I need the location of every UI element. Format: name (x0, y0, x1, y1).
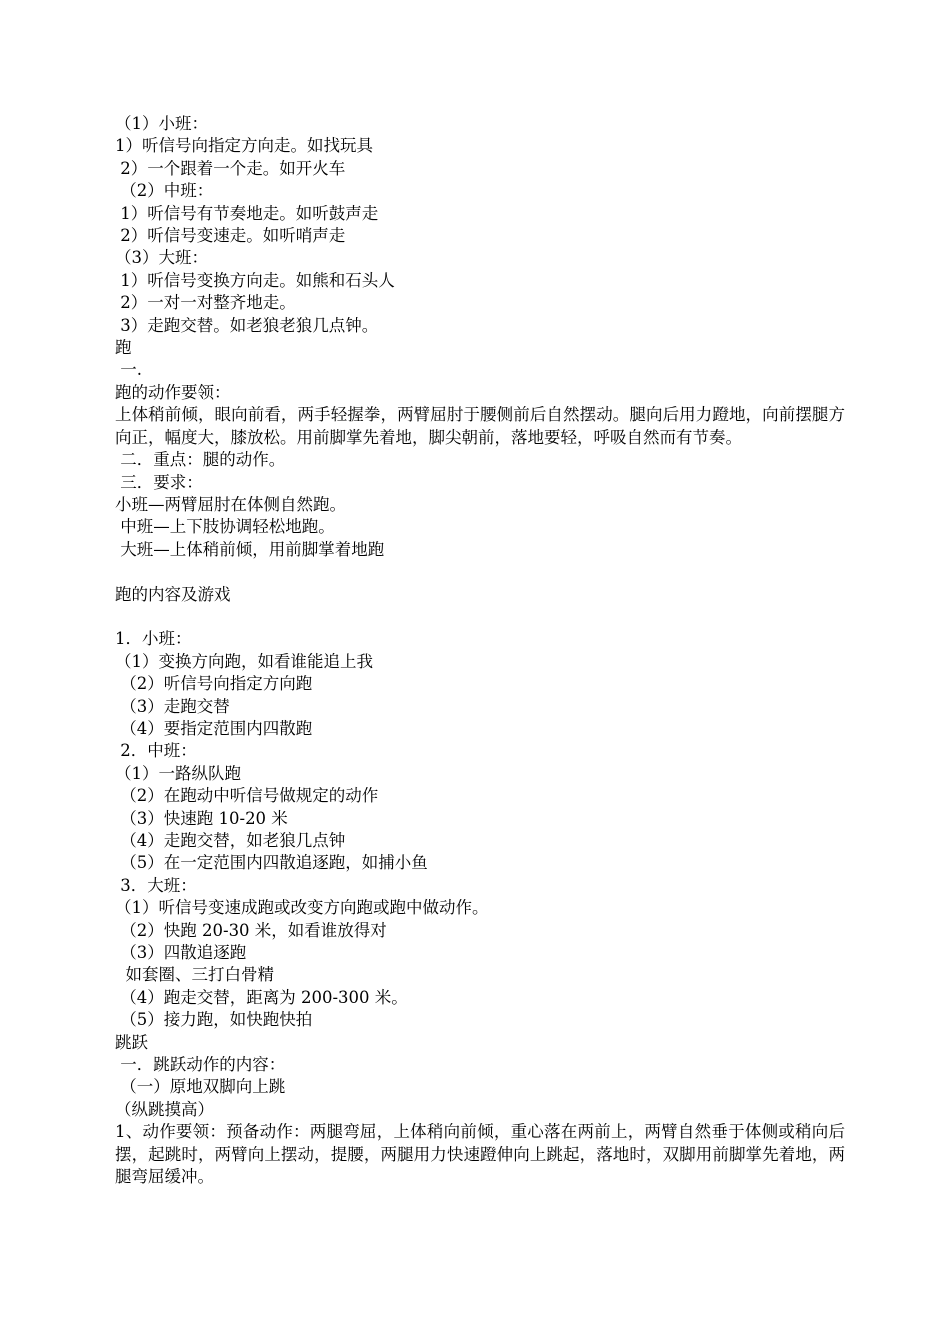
walk-large-item-2: 2）一对一对整齐地走。 (115, 293, 296, 313)
run-content-small-title: 1．小班： (115, 629, 192, 649)
run-content-middle-item-5: （5）在一定范围内四散追逐跑，如捕小鱼 (115, 853, 428, 873)
blank-line (115, 606, 845, 628)
run-content-large-item-3-example: 如套圈、三打白骨精 (115, 965, 274, 985)
run-content-large-item-5: （5）接力跑，如快跑快拍 (115, 1010, 313, 1030)
document-page (115, 113, 845, 1188)
run-content-small-item-3: （3）走跑交替 (115, 696, 230, 716)
run-content-large-item-2: （2）快跑 20-30 米，如看谁放得对 (115, 920, 387, 940)
walk-large-item-3: 3）走跑交替。如老狼老狼几点钟。 (115, 315, 379, 335)
run-content-large-item-4: （4）跑走交替，距离为 200-300 米。 (115, 987, 408, 1007)
run-requirements-title: 三．要求： (115, 472, 203, 492)
run-content-middle-item-4: （4）走跑交替，如老狼几点钟 (115, 830, 346, 850)
run-requirement-large: 大班—上体稍前倾，用前脚掌着地跑 (115, 539, 385, 559)
run-content-middle-item-3: （3）快速跑 10-20 米 (115, 808, 288, 828)
jump-item-1-subtitle: （纵跳摸高） (115, 1099, 214, 1119)
run-content-large-title: 3．大班： (115, 875, 197, 895)
walk-small-title: （1）小班： (115, 114, 208, 133)
run-content-middle-title: 2．中班： (115, 741, 197, 761)
run-essentials-title: 跑的动作要领： (115, 382, 231, 402)
run-content-small-item-4: （4）要指定范围内四散跑 (115, 718, 313, 738)
run-content-middle-item-1: （1）一路纵队跑 (115, 763, 241, 783)
run-requirement-small: 小班—两臂屈肘在体侧自然跑。 (115, 494, 346, 514)
jump-item-1-title: （一）原地双脚向上跳 (115, 1077, 286, 1097)
run-content-large-item-3: （3）四散追逐跑 (115, 943, 247, 962)
walk-middle-item-1: 1）听信号有节奏地走。如听鼓声走 (115, 203, 379, 223)
walk-small-item-2: 2）一个跟着一个走。如开火车 (115, 158, 346, 178)
jump-heading: 跳跃 (115, 1032, 148, 1052)
jump-item-1-essentials: 1、动作要领：预备动作：两腿弯屈，上体稍向前倾，重心落在两前上，两臂自然垂于体侧或稍向后摆，起跳时，两臂向上摆动，提腰，两腿用力快速蹬伸向上跳起，落地时，双脚用前脚掌先着地，两腿弯屈缓冲。 (115, 1122, 845, 1187)
run-heading: 跑 (115, 338, 132, 358)
run-section-1-number: 一. (115, 360, 142, 380)
run-content-large-item-1: （1）听信号变速成跑或改变方向跑或跑中做动作。 (115, 898, 489, 918)
run-content-title: 跑的内容及游戏 (115, 584, 231, 604)
walk-large-title: （3）大班： (115, 248, 208, 268)
run-key-point: 二．重点：腿的动作。 (115, 450, 286, 470)
run-content-small-item-2: （2）听信号向指定方向跑 (115, 674, 313, 694)
walk-middle-title: （2）中班： (115, 181, 214, 201)
run-essentials-text: 上体稍前倾，眼向前看，两手轻握拳，两臂屈肘于腰侧前后自然摆动。腿向后用力蹬地，向前摆腿方向正，幅度大，膝放松。用前脚掌先着地，脚尖朝前，落地要轻，呼吸自然而有节奏。 (115, 405, 845, 447)
walk-large-item-1: 1）听信号变换方向走。如熊和石头人 (115, 270, 395, 290)
run-content-middle-item-2: （2）在跑动中听信号做规定的动作 (115, 786, 379, 806)
walk-small-item-1: 1）听信号向指定方向走。如找玩具 (115, 136, 373, 156)
run-requirement-middle: 中班—上下肢协调轻松地跑。 (115, 517, 335, 537)
walk-middle-item-2: 2）听信号变速走。如听哨声走 (115, 226, 346, 246)
blank-line (115, 561, 845, 583)
jump-section-1-title: 一．跳跃动作的内容： (115, 1055, 286, 1075)
run-content-small-item-1: （1）变换方向跑，如看谁能追上我 (115, 651, 373, 671)
